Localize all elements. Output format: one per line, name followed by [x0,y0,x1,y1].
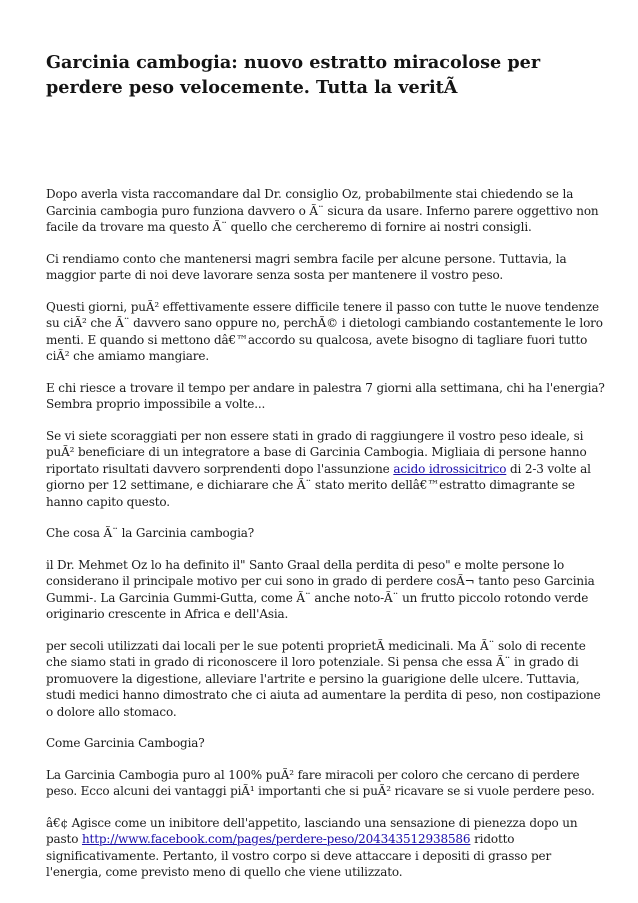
paragraph: Dopo averla vista raccomandare dal Dr. consiglio Oz, probabilmente stai chiedendo se la Garcinia cambogia puro funziona davvero o Ã¨ sicura da usare. Inferno parere oggettivo non facile da trovare ma questo Ã¨ quello che cercheremo di fornire ai nostri consigli. [46,187,599,234]
paragraph [46,428,606,511]
paragraph: Questi giorni, puÃ² effettivamente essere difficile tenere il passo con tutte le nuove tendenze su ciÃ² che Ã¨ davvero sano oppure no, perchÃ© i dietologi cambiando costantemente le loro menti. E quando si mettono dâ€™accordo su qualcosa, avete bisogno di tagliare fuori tutto ciÃ² che amiamo mangiare. [46,299,603,363]
facebook-page-link[interactable]: http://www.facebook.com/pages/perdere-peso/204343512938586 [81,832,471,846]
section-heading: Che cosa Ã¨ la Garcinia cambogia? [46,526,255,540]
paragraph: il Dr. Mehmet Oz lo ha definito il" Santo Graal della perdita di peso" e molte persone lo considerano il principale motivo per cui sono in grado di perdere cosÃ¬ tanto peso Garcinia Gummi-. La Garcinia Gummi-Gutta, come Ã¨ anche noto-Ã¨ un frutto piccolo rotondo verde originario crescente in Africa e dell'Asia. [46,557,595,621]
page-title: Garcinia cambogia: nuovo estratto miracolose per perdere peso velocemente. Tutta la veritÃ [46,52,541,98]
paragraph [46,815,606,881]
paragraph-text: Se vi siete scoraggiati per non essere stati in grado di raggiungere il vostro peso ideale, si puÃ² beneficiare di un integratore a base di Garcinia Cambogia. Migliaia di persone hanno riportato risultati davvero sorprendenti dopo l'assunzione [46,428,587,476]
document-body [46,186,606,896]
paragraph: E chi riesce a trovare il tempo per andare in palestra 7 giorni alla settimana, chi ha l'energia? Sembra proprio impossibile a volte... [46,380,605,411]
paragraph: per secoli utilizzati dai locali per le sue potenti proprietÃ medicinali. Ma Ã¨ solo di recente che siamo stati in grado di riconoscere il loro potenziale. Si pensa che essa Ã¨ in grado di promuovere la digestione, alleviare l'artrite e persino la guarigione delle ulcere. Tuttavia, studi medici hanno dimostrato che ci aiuta ad aumentare la perdita di peso, non costipazione o dolore allo stomaco. [46,638,601,719]
paragraph: Ci rendiamo conto che mantenersi magri sembra facile per alcune persone. Tuttavia, la maggior parte di noi deve lavorare senza sosta per mantenere il vostro peso. [46,251,567,282]
acido-idrossicitrico-link[interactable]: acido idrossicitrico [393,461,507,476]
paragraph: La Garcinia Cambogia puro al 100% puÃ² fare miracoli per coloro che cercano di perdere peso. Ecco alcuni dei vantaggi piÃ¹ importanti che si puÃ² ricavare se si vuole perdere peso. [46,767,595,798]
paragraph-text: di 2-3 volte al giorno per 12 settimane, e dichiarare che Ã¨ stato merito dellâ€™estratto dimagrante se hanno capito questo. [46,461,591,509]
paragraph-text: ridotto significativamente. Pertanto, il vostro corpo si deve attaccare i depositi di grasso per l'energia, come previsto meno di quello che viene utilizzato. [46,832,552,879]
section-heading: Come Garcinia Cambogia? [46,736,205,750]
paragraph-text: â€¢ Agisce come un inibitore dell'appetito, lasciando una sensazione di pienezza dopo un pasto [46,815,578,846]
